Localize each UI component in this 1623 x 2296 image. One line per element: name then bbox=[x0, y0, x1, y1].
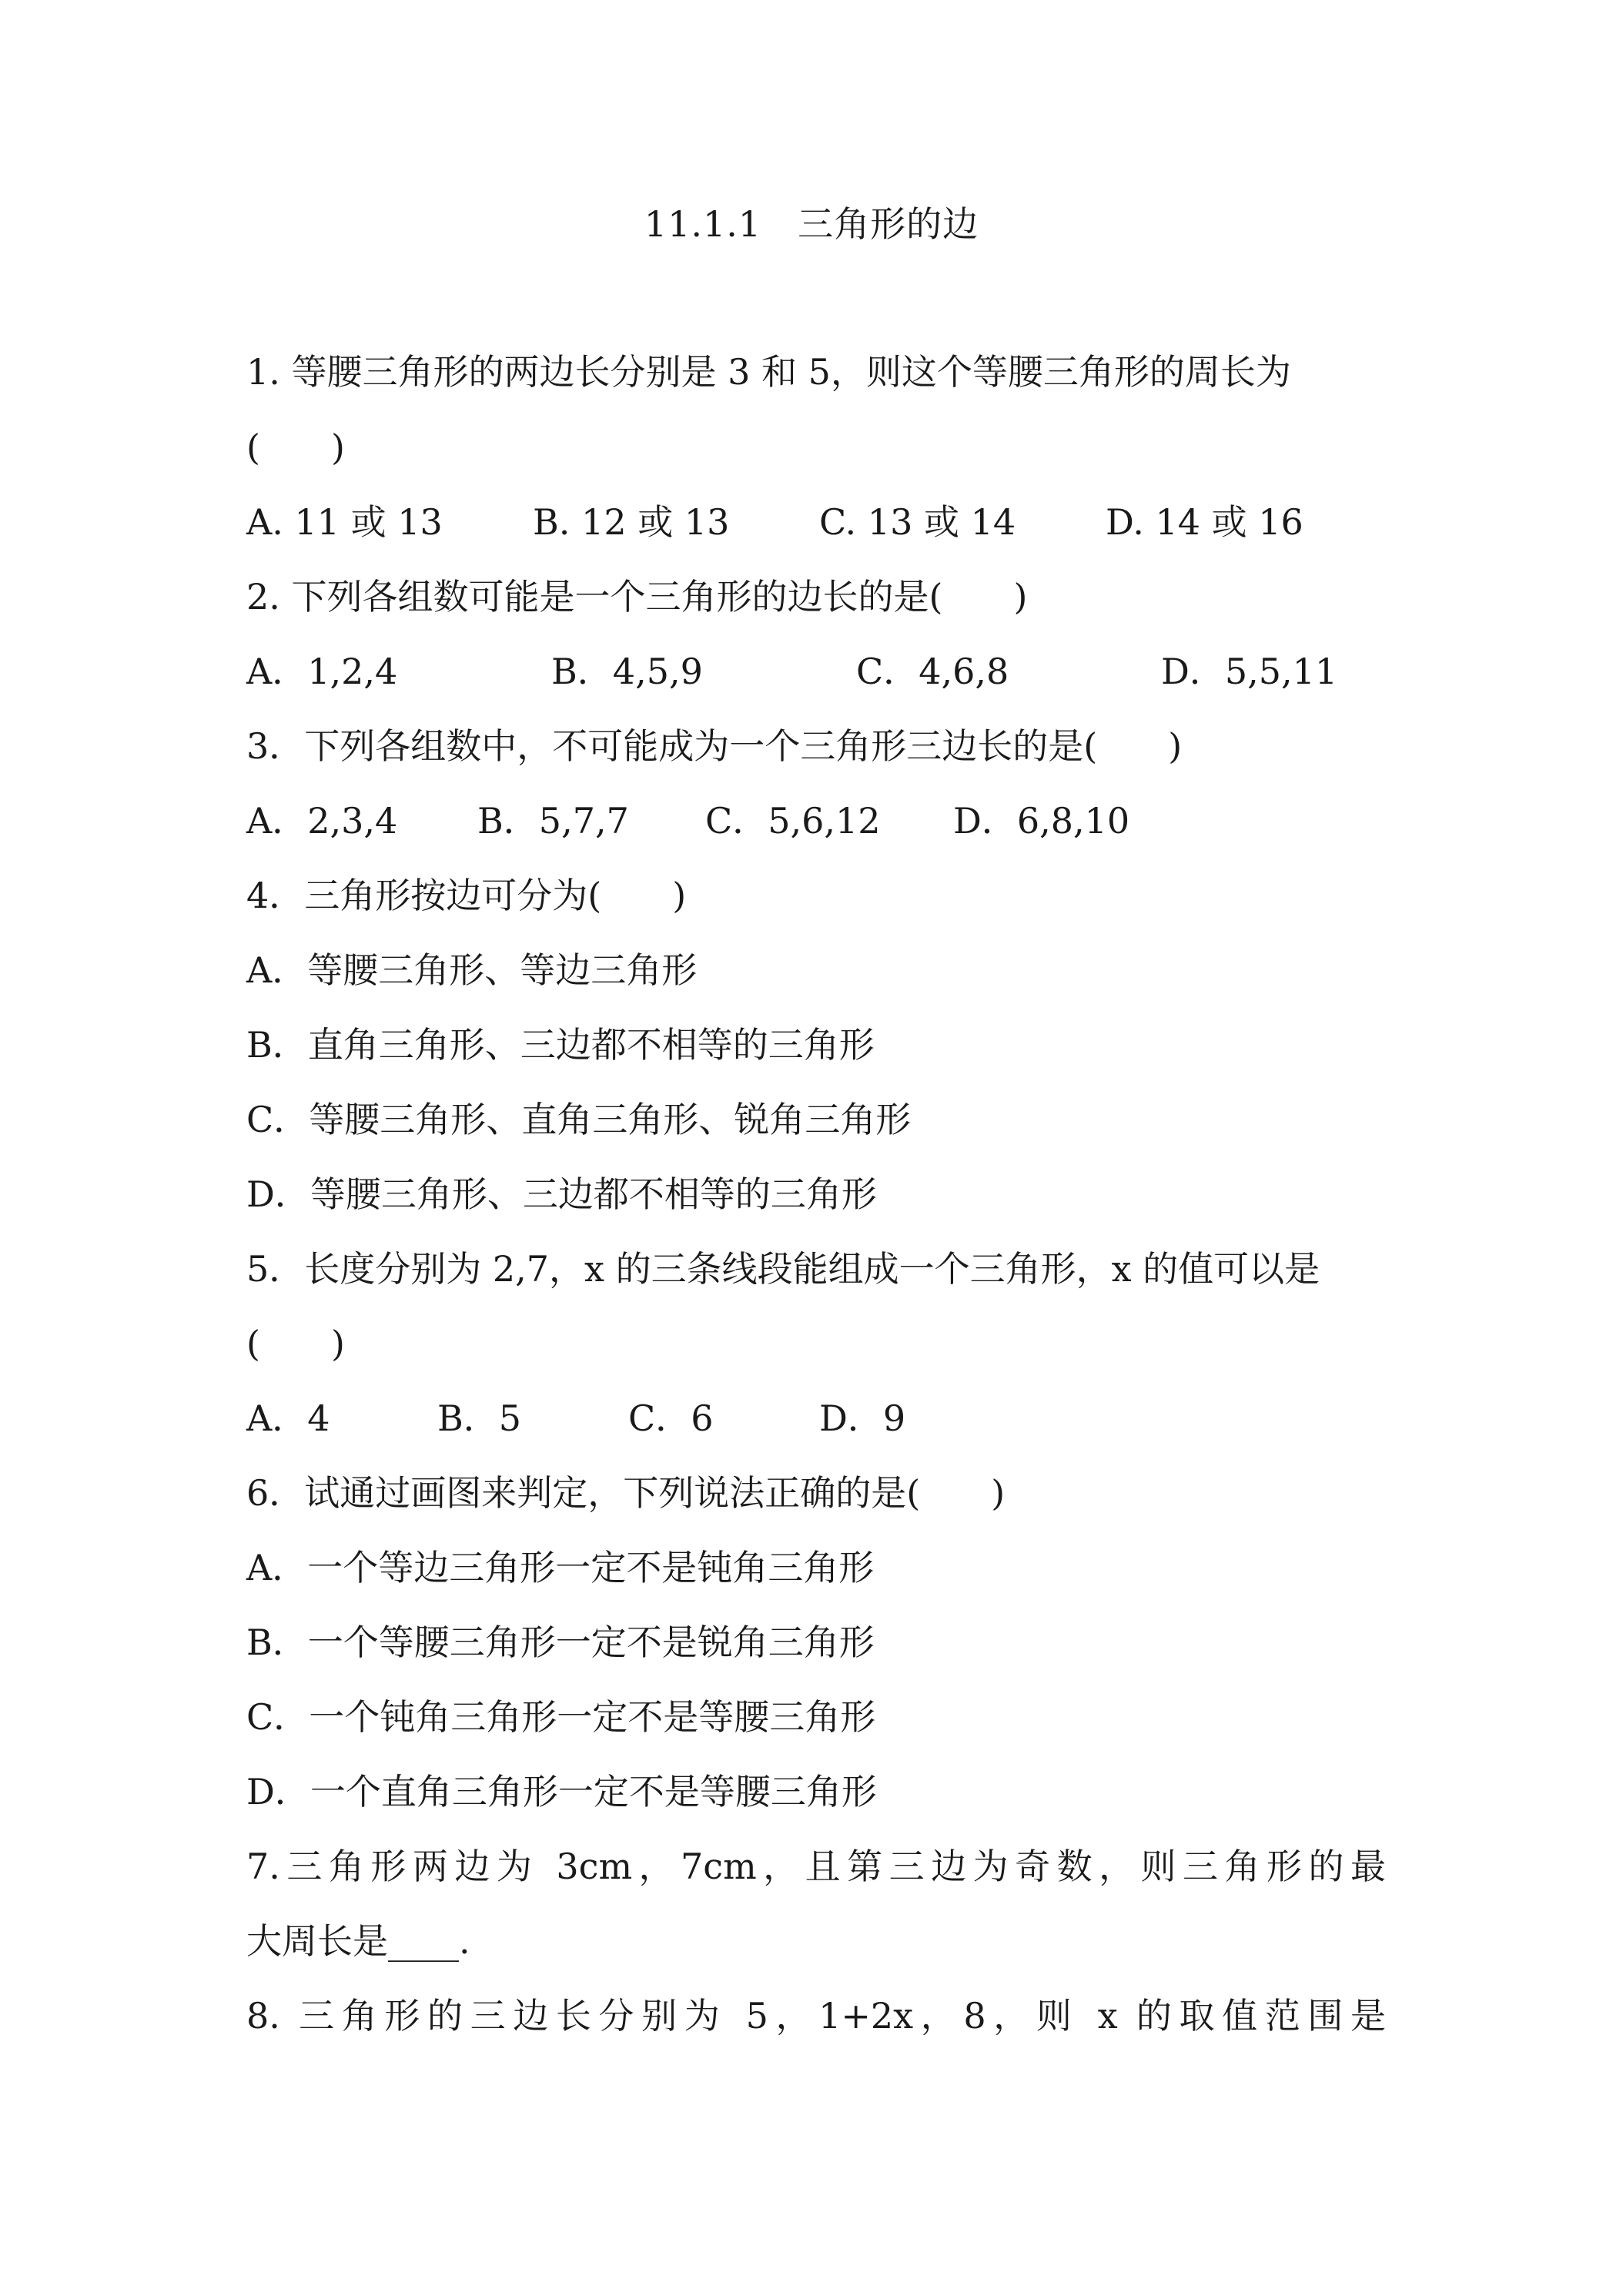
question-1-stem: 1. 等腰三角形的两边长分别是 3 和 5，则这个等腰三角形的周长为 bbox=[246, 351, 1291, 393]
question-5-option-a: A．4 bbox=[246, 1397, 330, 1439]
question-2-stem: 2. 下列各组数可能是一个三角形的边长的是( ) bbox=[246, 576, 1028, 618]
page-title: 11.1.1 三角形的边 bbox=[644, 203, 979, 245]
question-7-line-2: 大周长是____. bbox=[246, 1920, 470, 1962]
question-2-option-b: B．4,5,9 bbox=[551, 651, 703, 692]
question-1-option-c: C. 13 或 14 bbox=[819, 501, 1016, 543]
question-5-paren: ( ) bbox=[246, 1323, 345, 1364]
question-6-option-a: A．一个等边三角形一定不是钝角三角形 bbox=[246, 1547, 875, 1588]
question-4-option-c: C．等腰三角形、直角三角形、锐角三角形 bbox=[246, 1099, 912, 1140]
question-3-option-d: D．6,8,10 bbox=[953, 800, 1130, 842]
question-2-option-c: C．4,6,8 bbox=[856, 651, 1009, 692]
question-5-option-b: B．5 bbox=[437, 1397, 522, 1439]
question-2-option-a: A．1,2,4 bbox=[246, 651, 398, 692]
question-4-option-d: D．等腰三角形、三边都不相等的三角形 bbox=[246, 1173, 877, 1215]
question-6-stem: 6．试通过画图来判定，下列说法正确的是( ) bbox=[246, 1472, 1006, 1514]
question-6-option-d: D．一个直角三角形一定不是等腰三角形 bbox=[246, 1771, 877, 1812]
question-7-line-1: 7.三角形两边为 3cm，7cm，且第三边为奇数，则三角形的最 bbox=[246, 1846, 1386, 1887]
question-1-option-d: D. 14 或 16 bbox=[1106, 501, 1303, 543]
question-5-option-c: C．6 bbox=[628, 1397, 714, 1439]
question-1-option-a: A. 11 或 13 bbox=[246, 501, 443, 543]
question-6-option-c: C．一个钝角三角形一定不是等腰三角形 bbox=[246, 1696, 876, 1738]
question-3-option-a: A．2,3,4 bbox=[246, 800, 398, 842]
question-4-option-b: B．直角三角形、三边都不相等的三角形 bbox=[246, 1024, 875, 1066]
question-5-option-d: D．9 bbox=[819, 1397, 906, 1439]
question-1-paren: ( ) bbox=[246, 427, 345, 468]
question-3-option-b: B．5,7,7 bbox=[477, 800, 629, 842]
question-5-stem: 5．长度分别为 2,7，x 的三条线段能组成一个三角形，x 的值可以是 bbox=[246, 1248, 1320, 1290]
question-6-option-b: B．一个等腰三角形一定不是锐角三角形 bbox=[246, 1622, 875, 1663]
question-3-stem: 3．下列各组数中，不可能成为一个三角形三边长的是( ) bbox=[246, 725, 1183, 767]
question-1-option-b: B. 12 或 13 bbox=[533, 501, 730, 543]
question-3-option-c: C．5,6,12 bbox=[705, 800, 881, 842]
question-4-option-a: A．等腰三角形、等边三角形 bbox=[246, 949, 698, 991]
question-2-option-d: D．5,5,11 bbox=[1161, 651, 1338, 692]
question-4-stem: 4．三角形按边可分为( ) bbox=[246, 875, 687, 916]
question-8-line-1: 8. 三角形的三边长分别为 5，1+2x，8，则 x 的取值范围是 bbox=[246, 1995, 1386, 2037]
